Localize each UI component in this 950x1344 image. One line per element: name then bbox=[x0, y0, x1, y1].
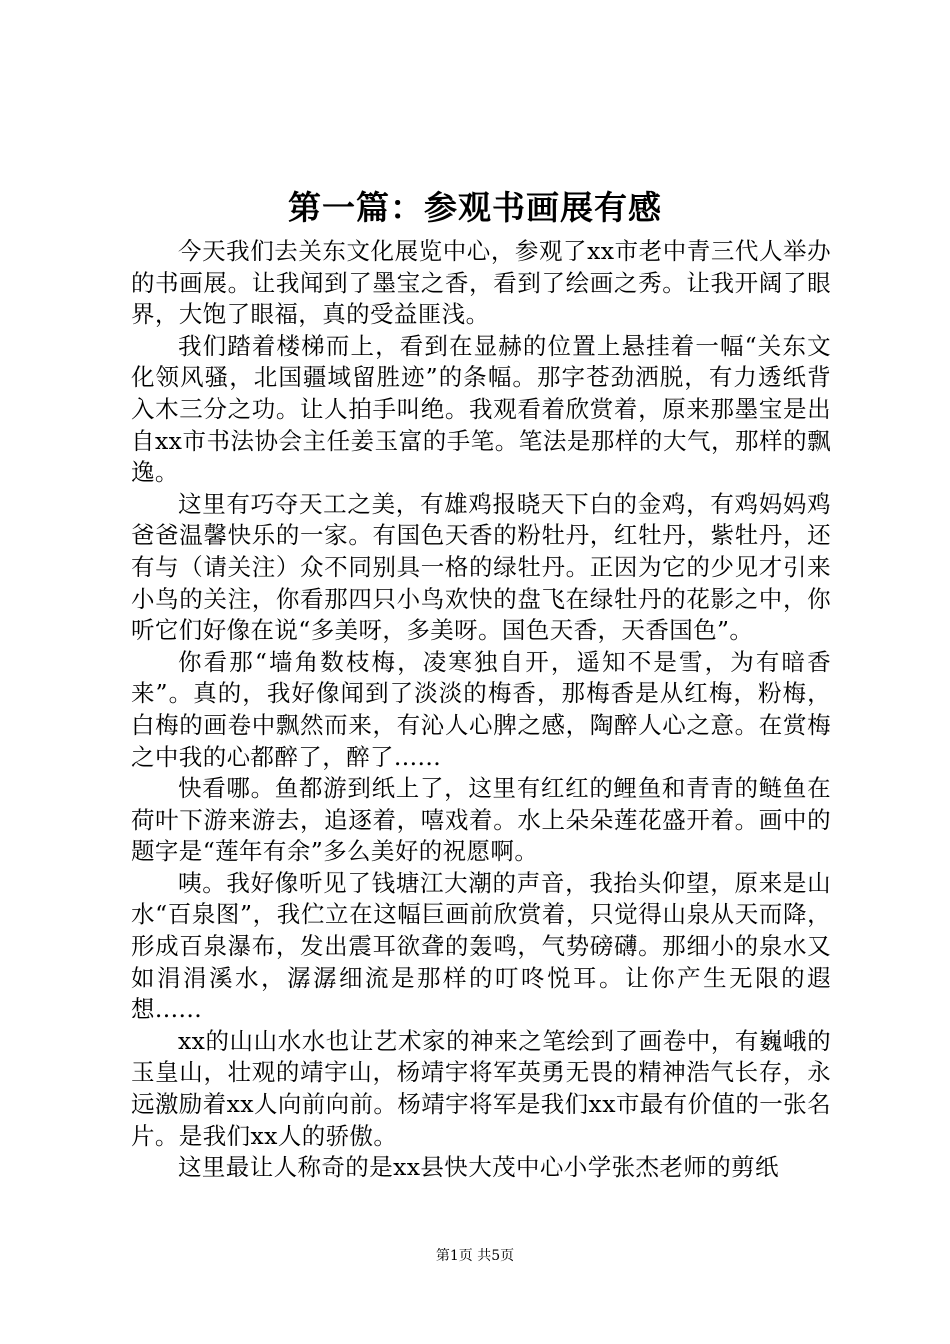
document-body bbox=[131, 236, 831, 1184]
paragraph: 今天我们去关东文化展览中心，参观了xx市老中青三代人举办的书画展。让我闻到了墨宝之香，看到了绘画之秀。让我开阔了眼界，大饱了眼福，真的受益匪浅。 bbox=[131, 237, 831, 329]
paragraph: 这里有巧夺天工之美，有雄鸡报晓天下白的金鸡，有鸡妈妈鸡爸爸温馨快乐的一家。有国色天香的粉牡丹，红牡丹，紫牡丹，还有与（请关注）众不同别具一格的绿牡丹。正因为它的少见才引来小鸟的关注，你看那四只小鸟欢快的盘飞在绿牡丹的花影之中，你听它们好像在说“多美呀，多美呀。国色天香，天香国色”。 bbox=[131, 489, 831, 645]
paragraph: xx的山山水水也让艺术家的神来之笔绘到了画卷中，有巍峨的玉皇山，壮观的靖宇山，杨靖宇将军英勇无畏的精神浩气长存，永远激励着xx人向前向前。杨靖宇将军是我们xx市最有价值的一张名片。是我们xx人的骄傲。 bbox=[131, 1026, 831, 1150]
document-title: 第一篇：参观书画展有感 bbox=[288, 188, 662, 227]
paragraph: 咦。我好像听见了钱塘江大潮的声音，我抬头仰望，原来是山水“百泉图”，我伫立在这幅巨画前欣赏着，只觉得山泉从天而降，形成百泉瀑布，发出震耳欲聋的轰鸣，气势磅礴。那细小的泉水又如涓涓溪水，潺潺细流是那样的叮咚悦耳。让你产生无限的遐想...... bbox=[131, 868, 831, 1024]
paragraph: 我们踏着楼梯而上，看到在显赫的位置上悬挂着一幅“关东文化领风骚，北国疆域留胜迹”的条幅。那字苍劲洒脱，有力透纸背入木三分之功。让人拍手叫绝。我观看着欣赏着，原来那墨宝是出自xx市书法协会主任姜玉富的手笔。笔法是那样的大气，那样的飘逸。 bbox=[131, 331, 831, 487]
paragraph: 快看哪。鱼都游到纸上了，这里有红红的鲤鱼和青青的鲢鱼在荷叶下游来游去，追逐着，嘻戏着。水上朵朵莲花盛开着。画中的题字是“莲年有余”多么美好的祝愿啊。 bbox=[131, 774, 831, 866]
paragraph: 你看那“墙角数枝梅，凌寒独自开，遥知不是雪，为有暗香来”。真的，我好像闻到了淡淡的梅香，那梅香是从红梅，粉梅，白梅的画卷中飘然而来，有沁人心脾之感，陶醉人心之意。在赏梅之中我的心都醉了，醉了...... bbox=[131, 647, 831, 771]
page-number-footer: 第1页 共5页 bbox=[435, 1248, 515, 1264]
paragraph: 这里最让人称奇的是xx县快大茂中心小学张杰老师的剪纸 bbox=[178, 1153, 779, 1182]
